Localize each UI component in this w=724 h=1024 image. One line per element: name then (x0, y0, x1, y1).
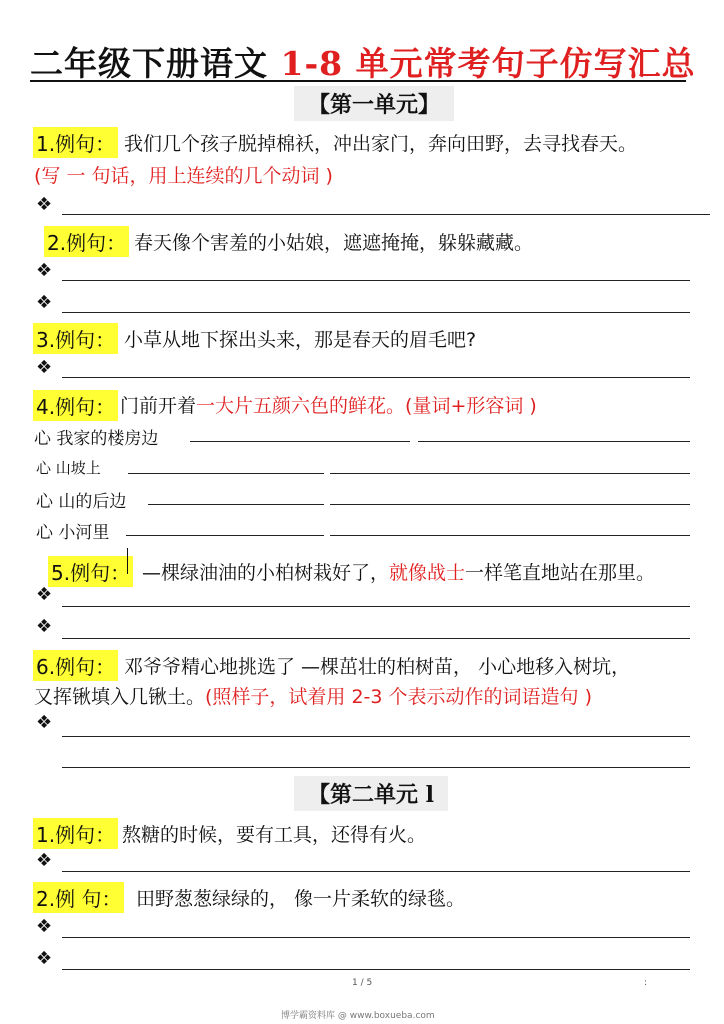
unit1-q4-prompt-3: 心 山的后边 (36, 492, 127, 512)
answer-line[interactable] (62, 871, 690, 872)
unit1-header: 【第一单元】 (294, 86, 454, 121)
unit1-q2-sentence: 春天像个害羞的小姑娘，遮遮掩掩，躲躲藏藏。 (134, 232, 534, 254)
answer-line[interactable] (190, 441, 410, 442)
answer-line[interactable] (330, 535, 690, 536)
bullet-icon: ❖ (36, 357, 53, 378)
bullet-icon: ❖ (36, 194, 53, 215)
answer-line[interactable] (62, 767, 690, 768)
title-red: 1-8 单元常考句子仿写汇总 (280, 44, 696, 83)
answer-line[interactable] (62, 312, 690, 313)
unit2-q2-tag: 2.例 句： (33, 882, 124, 913)
answer-line[interactable] (62, 736, 690, 737)
answer-line[interactable] (62, 377, 690, 378)
title-underline (30, 80, 686, 82)
answer-line[interactable] (62, 969, 690, 970)
unit1-q1-instruction: (写 一 句话，用上连续的几个动词 ) (34, 165, 333, 187)
unit1-q6-sentence-line2-text: 又挥锹填入几锹土。 (34, 686, 206, 708)
unit1-q4-tag: 4.例句： (33, 390, 118, 421)
title-black: 二年级下册语文 (30, 44, 268, 83)
unit1-q4-prompt-2: 心 山坡上 (36, 459, 101, 477)
unit1-q3-tag: 3.例句： (33, 323, 118, 354)
bullet-icon: ❖ (36, 850, 53, 871)
answer-line[interactable] (330, 473, 690, 474)
footer-site: 博学霸资料库 @ www.boxueba.com (281, 1011, 435, 1021)
unit1-q5-sentence-pre: —棵绿油油的小柏树栽好了， (142, 562, 390, 584)
unit1-q5-sentence-red: 就像战士 (389, 562, 466, 584)
unit1-q1-tag: 1.例句： (33, 127, 118, 158)
unit1-q6-tag: 6.例句： (33, 650, 118, 681)
bullet-icon: ❖ (36, 584, 53, 605)
unit1-q4-prompt-4: 心 小河里 (36, 523, 110, 543)
unit2-q2-sentence: 田野葱葱绿绿的， 像一片柔软的绿毯。 (136, 888, 466, 910)
answer-line[interactable] (62, 638, 690, 639)
bullet-icon: ❖ (36, 948, 53, 969)
answer-line[interactable] (128, 473, 324, 474)
answer-line[interactable] (62, 214, 710, 215)
bullet-icon: ❖ (36, 712, 53, 733)
bullet-icon: ❖ (36, 916, 53, 937)
footer-colon: : (644, 978, 648, 988)
unit1-q4-sentence (120, 391, 537, 418)
unit1-q6-sentence-line1: 邓爷爷精心地挑选了 —棵茁壮的柏树苗， 小心地移入树坑， (124, 656, 631, 678)
unit2-q1-tag: 1.例句： (33, 818, 118, 849)
unit1-q4-sentence-pre: 门前开着 (120, 395, 197, 417)
unit1-q2-tag: 2.例句： (44, 226, 129, 257)
answer-line[interactable] (330, 504, 690, 505)
answer-line[interactable] (62, 937, 690, 938)
unit1-q5-sentence (142, 558, 655, 585)
answer-line[interactable] (62, 280, 690, 281)
bullet-icon: ❖ (36, 260, 53, 281)
unit1-q3-sentence: 小草从地下探出头来，那是春天的眉毛吧? (124, 329, 477, 351)
answer-line[interactable] (148, 504, 324, 505)
unit1-q6-instruction: (照样子，试着用 2-3 个表示动作的词语造句 ) (205, 686, 592, 708)
unit1-q5-sentence-post: 一样笔直地站在那里。 (465, 562, 656, 584)
unit2-q1-sentence: 熬糖的时候，要有工具，还得有火。 (122, 824, 427, 846)
bullet-icon: ❖ (36, 292, 53, 313)
unit1-q5-tag: 5.例句： (48, 556, 133, 587)
answer-line[interactable] (62, 606, 690, 607)
unit1-q1-sentence: 我们几个孩子脱掉棉袄，冲出家门，奔向田野，去寻找春天。 (124, 133, 638, 155)
unit1-q4-hint: (量词+形容词 ) (405, 395, 537, 417)
unit1-q4-prompt-1: 心 我家的楼房边 (34, 429, 159, 449)
unit2-header: 【第二单元 l (294, 776, 448, 811)
page-title (30, 38, 696, 85)
unit1-q6-sentence-line2 (34, 682, 592, 709)
page-number: 1 / 5 (352, 978, 373, 988)
bullet-icon: ❖ (36, 616, 53, 637)
answer-line[interactable] (126, 535, 324, 536)
caret-mark (127, 548, 128, 574)
answer-line[interactable] (418, 441, 690, 442)
unit1-q4-sentence-red: 一大片五颜六色的鲜花。 (196, 395, 406, 417)
